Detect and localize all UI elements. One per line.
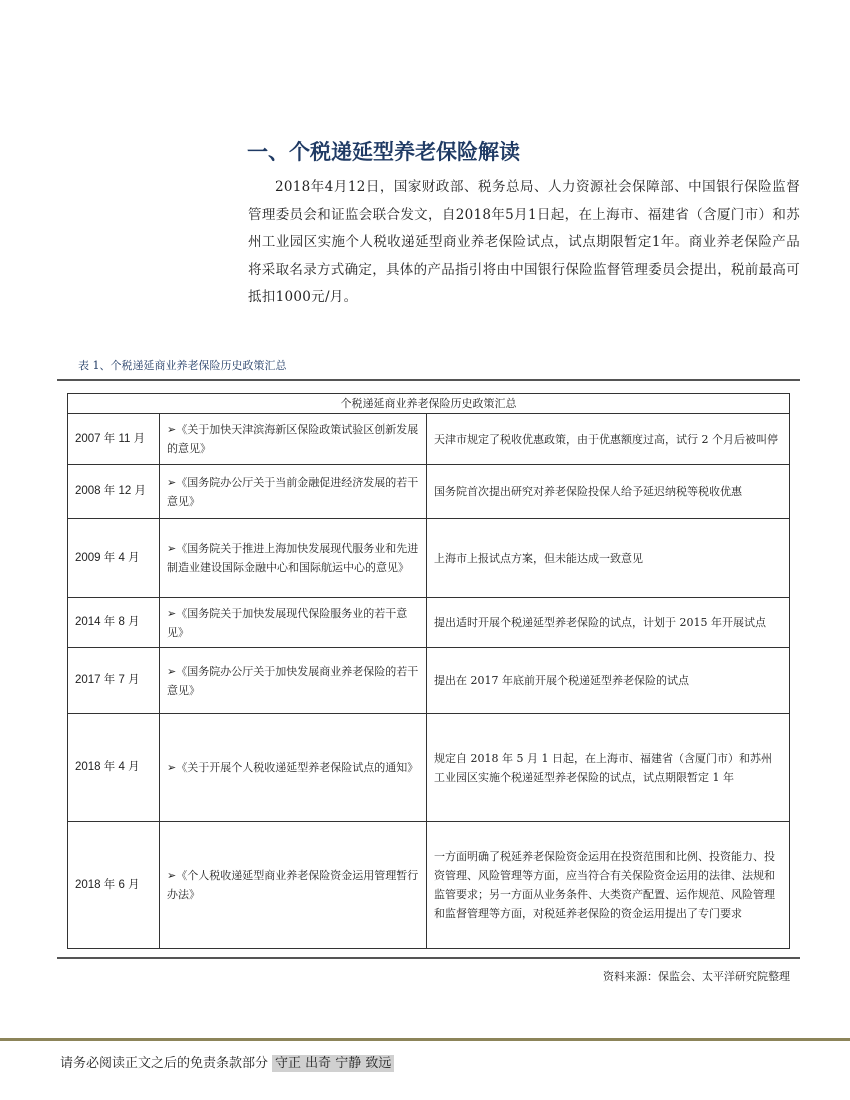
table-row (68, 648, 790, 714)
table-header: 个税递延商业养老保险历史政策汇总 (68, 394, 790, 414)
note-cell: 上海市上报试点方案，但未能达成一致意见 (427, 519, 790, 598)
table-source: 资料来源：保监会、太平洋研究院整理 (603, 970, 790, 983)
table-row (68, 714, 790, 822)
policy-cell: ➢《关于加快天津滨海新区保险政策试验区创新发展的意见》 (160, 414, 427, 465)
note-cell: 规定自 2018 年 5 月 1 日起，在上海市、福建省（含厦门市）和苏州工业园区实施个税递延型养老保险的试点，试点期限暂定 1 年 (427, 714, 790, 822)
policy-cell: ➢《国务院关于加快发展现代保险服务业的若干意见》 (160, 598, 427, 648)
table-row (68, 822, 790, 949)
note-cell: 提出适时开展个税递延型养老保险的试点，计划于 2015 年开展试点 (427, 598, 790, 648)
note-cell: 一方面明确了税延养老保险资金运用在投资范围和比例、投资能力、投资管理、风险管理等方面，应当符合有关保险资金运用的法律、法规和监管要求；另一方面从业务条件、大类资产配置、运作规范、风险管理和监督管理等方面，对税延养老保险的资金运用提出了专门要求 (427, 822, 790, 949)
footer (60, 1052, 394, 1071)
date-cell: 2017 年 7 月 (68, 648, 160, 714)
note-cell: 国务院首次提出研究对养老保险投保人给予延迟纳税等税收优惠 (427, 465, 790, 519)
body-paragraph: 2018年4月12日，国家财政部、税务总局、人力资源社会保障部、中国银行保险监督管理委员会和证监会联合发文，自2018年5月1日起，在上海市、福建省（含厦门市）和苏州工业园区实施个人税收递延型商业养老保险试点，试点期限暂定1年。商业养老保险产品将采取名录方式确定，具体的产品指引将由中国银行保险监督管理委员会提出，税前最高可抵扣1000元/月。 (248, 179, 800, 306)
note-cell: 提出在 2017 年底前开展个税递延型养老保险的试点 (427, 648, 790, 714)
table-row (68, 465, 790, 519)
date-cell: 2007 年 11 月 (68, 414, 160, 465)
table-top-rule (57, 379, 800, 381)
table-header-row (68, 394, 790, 414)
footer-motto: 守正 出奇 宁静 致远 (272, 1055, 394, 1072)
table-row (68, 414, 790, 465)
note-cell: 天津市规定了税收优惠政策，由于优惠额度过高，试行 2 个月后被叫停 (427, 414, 790, 465)
table-row (68, 598, 790, 648)
date-cell: 2018 年 4 月 (68, 714, 160, 822)
date-cell: 2018 年 6 月 (68, 822, 160, 949)
policy-cell: ➢《国务院办公厅关于当前金融促进经济发展的若干意见》 (160, 465, 427, 519)
date-cell: 2014 年 8 月 (68, 598, 160, 648)
date-cell: 2009 年 4 月 (68, 519, 160, 598)
table-row (68, 519, 790, 598)
table-caption: 表 1、个税递延商业养老保险历史政策汇总 (78, 359, 287, 372)
policy-cell: ➢《个人税收递延型商业养老保险资金运用管理暂行办法》 (160, 822, 427, 949)
policy-table (67, 393, 790, 949)
policy-cell: ➢《国务院办公厅关于加快发展商业养老保险的若干意见》 (160, 648, 427, 714)
table-bottom-rule (57, 957, 800, 959)
section-title: 一、个税递延型养老保险解读 (247, 140, 520, 164)
date-cell: 2008 年 12 月 (68, 465, 160, 519)
footer-divider (0, 1038, 850, 1041)
policy-cell: ➢《关于开展个人税收递延型养老保险试点的通知》 (160, 714, 427, 822)
policy-cell: ➢《国务院关于推进上海加快发展现代服务业和先进制造业建设国际金融中心和国际航运中心的意见》 (160, 519, 427, 598)
footer-disclaimer: 请务必阅读正文之后的免责条款部分 (60, 1056, 269, 1071)
